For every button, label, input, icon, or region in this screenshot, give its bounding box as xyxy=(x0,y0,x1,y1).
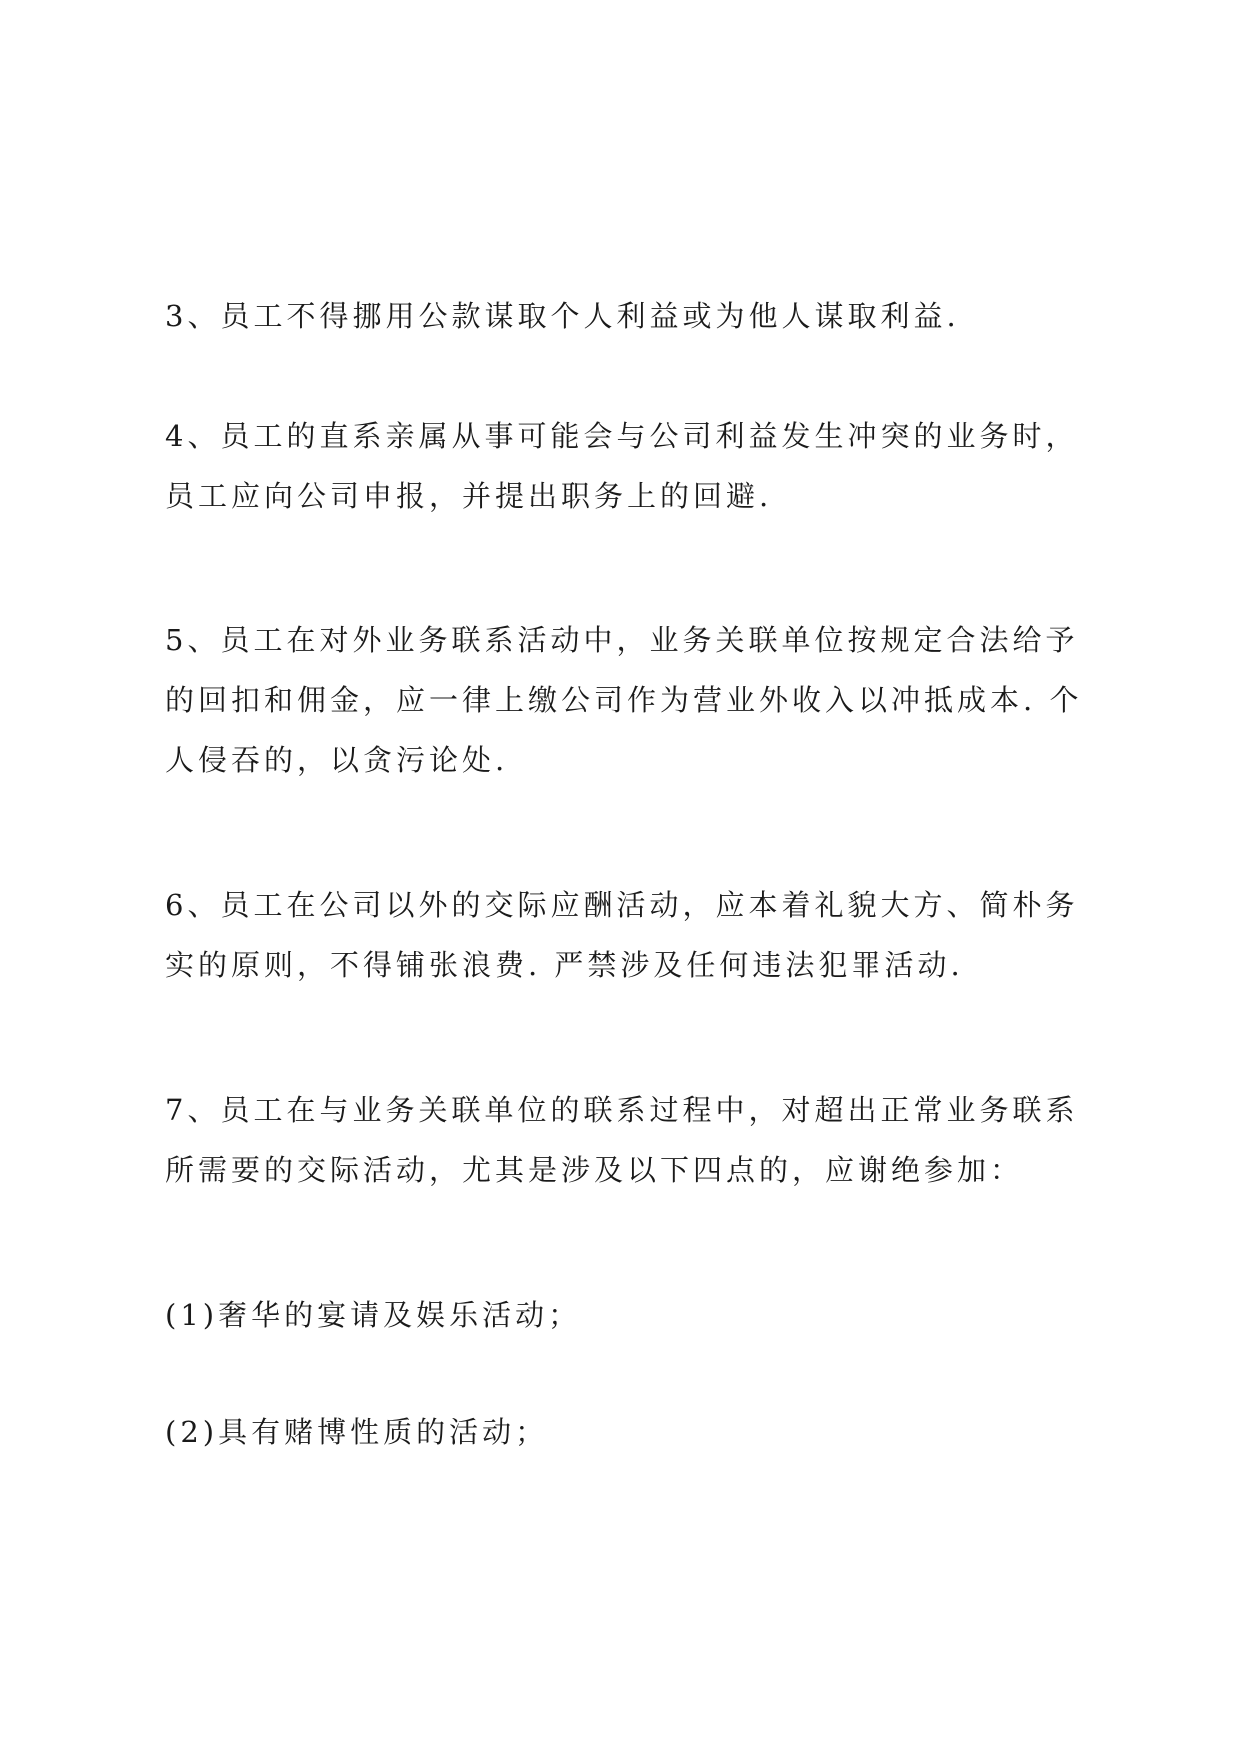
paragraph-item-4 xyxy=(165,406,1095,526)
text-line: (1)奢华的宴请及娱乐活动； xyxy=(165,1298,582,1332)
paragraph-item-6 xyxy=(165,875,1095,995)
text-line: (2)具有赌博性质的活动； xyxy=(165,1415,549,1449)
text-line: 7、员工在与业务关联单位的联系过程中，对超出正常业务联系 xyxy=(165,1093,1079,1127)
text-line: 4、员工的直系亲属从事可能会与公司利益发生冲突的业务时， xyxy=(165,419,1079,453)
paragraph-subitem-1 xyxy=(165,1285,1095,1345)
text-line: 的回扣和佣金，应一律上缴公司作为营业外收入以冲抵成本. 个 xyxy=(165,683,1083,717)
text-line: 5、员工在对外业务联系活动中，业务关联单位按规定合法给予 xyxy=(165,623,1079,657)
text-line: 实的原则，不得铺张浪费. 严禁涉及任何违法犯罪活动. xyxy=(165,948,964,982)
text-line: 6、员工在公司以外的交际应酬活动，应本着礼貌大方、简朴务 xyxy=(165,888,1079,922)
text-line: 员工应向公司申报，并提出职务上的回避. xyxy=(165,479,773,513)
text-line: 所需要的交际活动，尤其是涉及以下四点的，应谢绝参加： xyxy=(165,1153,1024,1187)
paragraph-item-5 xyxy=(165,610,1095,790)
text-line: 3、员工不得挪用公款谋取个人利益或为他人谋取利益. xyxy=(165,299,960,333)
paragraph-subitem-2 xyxy=(165,1402,1095,1462)
text-line: 人侵吞的，以贪污论处. xyxy=(165,743,509,777)
paragraph-item-7 xyxy=(165,1080,1095,1200)
paragraph-item-3 xyxy=(165,286,1095,346)
